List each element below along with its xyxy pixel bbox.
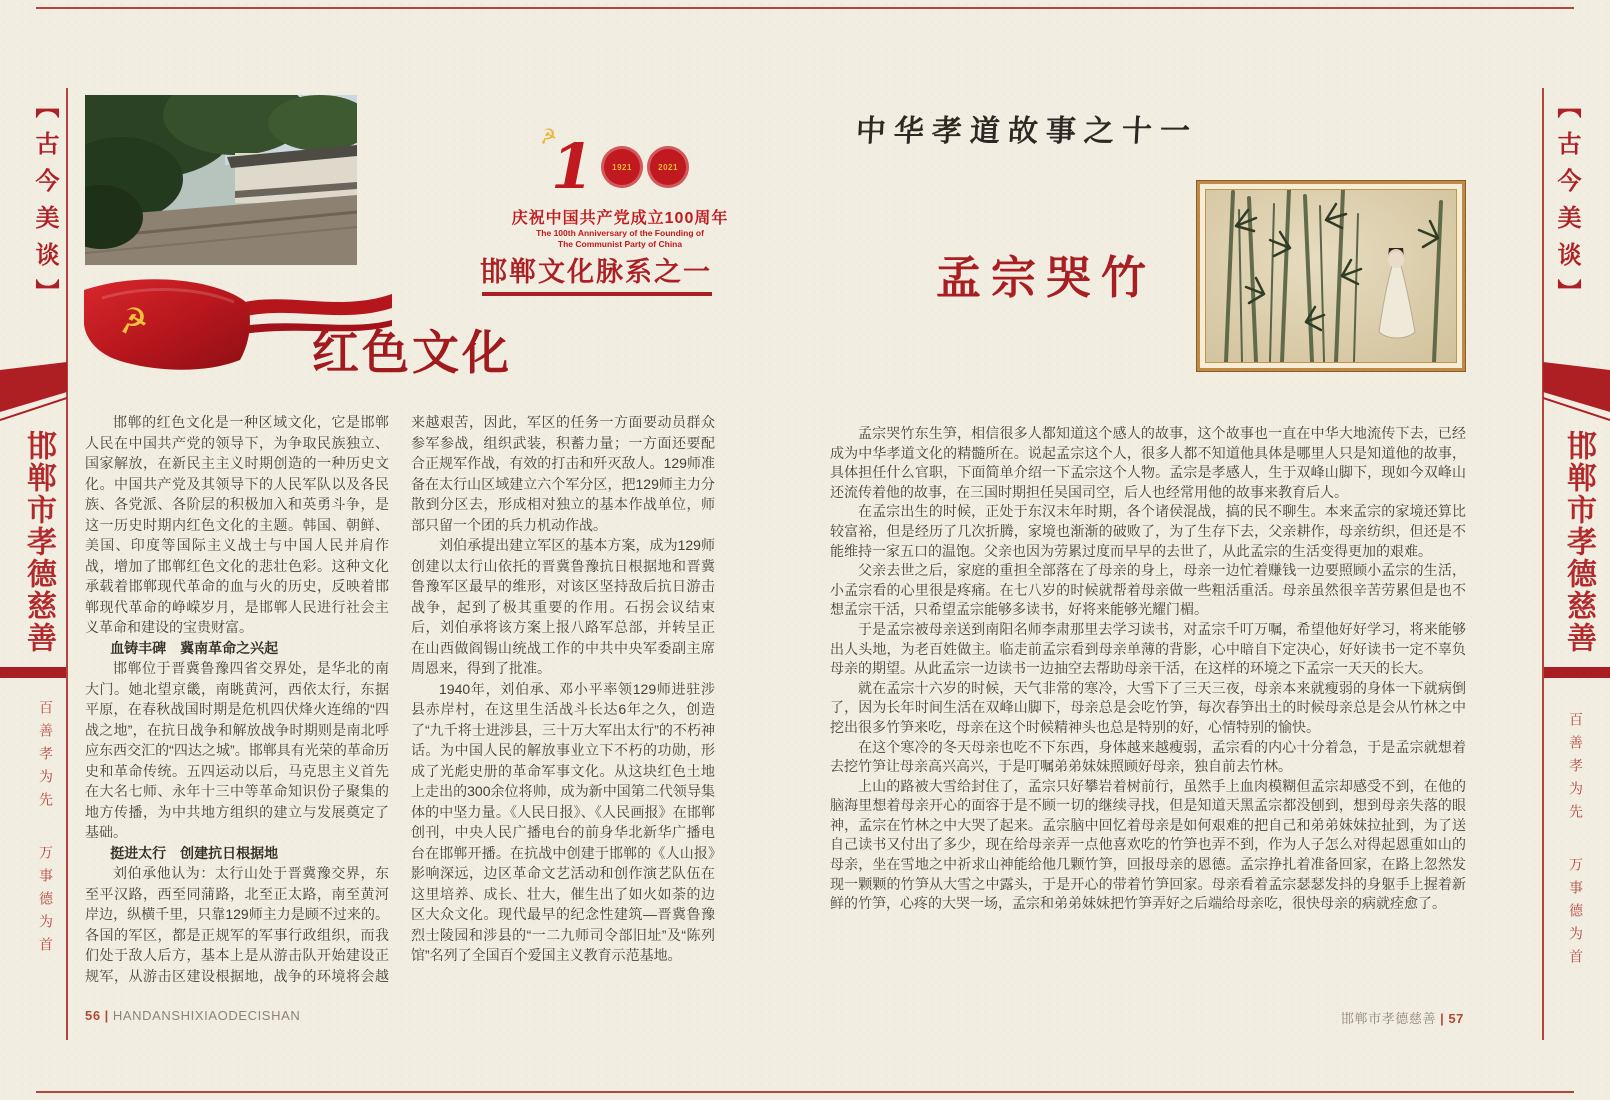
right-page-body [830, 424, 1466, 1016]
bamboo-painting [1197, 181, 1465, 371]
left-series-title: 邯郸文化脉系之一 [480, 257, 712, 288]
right-page-footer [1341, 1008, 1464, 1027]
footer-separator: | [1440, 1011, 1445, 1026]
right-motto-2: 万事德为首 [1568, 857, 1584, 972]
right-calligraphy-title: 邯郸市孝德慈善 [1561, 430, 1596, 654]
body-paragraph: 刘伯承他认为：太行山处于晋冀豫交界，东至平汉路，西至同蒲路，北至正太路，南至黄河岸边，纵横千里，只靠129师主力是顾不过来的。各国的军区，都是正规军的军事行政组织，而我们处于敌人后方，基本上是从游击队开始建设正规军，从游击区建设根据地，战争的环境将会越来越艰苦，因此，军区的任务一方面要动员群众参军参战，组织武装，积蓄力量；一方面还要配合正规军作战，有效的打击和歼灭敌人。129师准备在太行山区域建立六个军分区，把129师主力分散到分区去，形成相对独立的基本作战单位，师部只留一个团的兵力机动作战。 [85, 414, 715, 984]
logo-title-en-2: The Communist Party of China [557, 239, 683, 249]
left-calligraphy-title: 邯郸市孝德慈善 [21, 430, 56, 654]
left-series-underline [482, 292, 712, 296]
right-series-title: 中华孝道故事之十一 [854, 114, 1199, 149]
body-paragraph: 邯郸位于晋冀鲁豫四省交界处，是华北的南大门。她北望京畿，南眺黄河，西依太行，东据平原，在春秋战国时期是危机四伏烽火连绵的“四战之地”，在抗日战争和解放战争时期则是南北呼应东西交汇的“四达之城”。邯郸具有光荣的革命历史和革命传统。五四运动以后，马克思主义首先在大名七师、永年十三中等革命知识份子聚集的地方传播，为中共地方组织的建立与发展奠定了基础。 [85, 660, 389, 840]
body-paragraph: 邯郸的红色文化是一种区域文化，它是邯郸人民在中国共产党的领导下，为争取民族独立、国家解放，在新民主主义时期创造的一种历史文化。中国共产党及其领导下的人民军队以及各民族、各党派、各阶层的积极加入和英勇斗争，是这一历史时期内红色文化的主题。韩国、朝鲜、美国、印度等国际主义战士与中国人民并肩作战，增加了邯郸红色文化的悲壮色彩。这种文化承载着邯郸现代革命的血与火的历史，反映着邯郸现代革命的峥嵘岁月，是邯郸人民进行社会主义革命和建设的宝贵财富。 [85, 414, 389, 635]
right-margin-rule [1542, 88, 1544, 1040]
body-paragraph: 上山的路被大雪给封住了，孟宗只好攀岩着树前行，虽然手上血肉模糊但孟宗却感受不到，在他的脑海里想着母亲开心的面容于是不顾一切的继续寻找，但是知道天黑孟宗都没刨到，想到母亲失落的眼神，孟宗在竹林之中大哭了起来。孟宗脑中回忆着母亲是如何艰难的把自己和弟弟妹妹拉扯到，为了送自己读书又付出了多少，现在给母亲弄一点他喜欢吃的竹笋也弄不到，作为人子怎么对得起恩重如山的母亲，坐在雪地之中祈求山神能给他几颗竹笋，回报母亲的恩德。孟宗挣扎着准备回家，在路上忽然发现一颗颗的竹笋从大雪之中露头，于是开心的带着竹笋回家。母亲看着孟宗瑟瑟发抖的身躯手上握着新鲜的竹笋，心疼的大哭一场，孟宗和弟弟妹妹把竹笋弄好之后端给母亲吃，很快母亲的病就痊愈了。 [830, 777, 1466, 912]
right-footer-label: 邯郸市孝德慈善 [1340, 1011, 1437, 1026]
logo-title-en-1: The 100th Anniversary of the Founding of [536, 228, 704, 238]
revolution-site-photo [85, 95, 357, 265]
logo-zero-1921: 1921 [601, 146, 643, 188]
bottom-border-line [36, 1091, 1574, 1093]
body-paragraph: 1940年，刘伯承、邓小平率领129师进驻涉县赤岸村，在这里生活战斗长达6年之久，创造了“九千将士进涉县，三十万大军出太行”的不朽神话。为中国人民的解放事业立下不朽的功勋，形成了光彪史册的革命军事文化。从这块红色土地上走出的300余位将帅，成为新中国第二代领导集体的中坚力量。《人民日报》、《人民画报》在邯郸创刊，中央人民广播电台的前身华北新华广播电台在邯郸开播。在抗战中创建于邯郸的《人山报》影响深远，边区革命文艺活动和创作演艺队伍在这里培养、成长、壮大，催生出了如火如荼的边区大众文化。现代最早的纪念性建筑—晋冀鲁豫烈士陵园和涉县的“一二九师司令部旧址”及“陈列馆”名列了全国百个爱国主义教育示范基地。 [411, 680, 715, 963]
left-red-ribbon-band [0, 362, 67, 424]
right-page-title: 孟宗哭竹 [936, 251, 1157, 304]
logo-digit-1: 1 [550, 130, 595, 203]
left-page-body [85, 412, 715, 1010]
body-paragraph: 就在孟宗十六岁的时候，天气非常的寒冷，大雪下了三天三夜，母亲本来就瘦弱的身体一下就病倒了，因为长年时间生活在双峰山脚下，母亲总是会吃竹笋，每次春笋出土的时候母亲总是会从竹林之中挖出很多竹笋来吃，母亲在这个时候精神头也总是特别的好，心情特别的愉快。 [830, 679, 1466, 735]
right-motto-1: 百善孝为先 [1568, 712, 1584, 827]
body-paragraph: 孟宗哭竹东生笋，相信很多人都知道这个感人的故事，这个故事也一直在中华大地流传下去，已经成为中华孝道文化的精髓所在。说起孟宗这个人，很多人都不知道他具体是哪里人只是知道他的故事，具体担任什么官职，下面简单介绍一下孟宗这个人物。孟宗是孝感人，生于双峰山脚下，现如今双峰山还流传着他的故事，在三国时期担任吴国司空，后人也经常用他的故事来教育后人。 [830, 425, 1466, 500]
left-divider-bar [0, 667, 66, 678]
logo-100-mark [505, 124, 735, 203]
left-margin-rule [66, 88, 68, 1040]
anniversary-logo [505, 124, 735, 250]
body-paragraph: 于是孟宗被母亲送到南阳名师李肃那里去学习读书，对孟宗千叮万嘱，希望他好好学习，将来能够出人头地，为老百姓做主。临走前孟宗看到母亲单薄的背影，心中暗自下定决心，好好读书一定不辜负母亲的期望。从此孟宗一边读书一边抽空去帮助母亲干活，在这样的环境之下孟宗一天天的长大。 [830, 620, 1466, 677]
body-paragraph: 父亲去世之后，家庭的重担全部落在了母亲的身上，母亲一边忙着赚钱一边要照顾小孟宗的生活，小孟宗看的心里很是疼痛。在七八岁的时候就帮着母亲做一些粗活重活。母亲虽然很辛苦劳累但是也不想孟宗干活，只希望孟宗能够多读书，好将来能够光耀门楣。 [830, 562, 1466, 618]
flag-hammer-sickle-icon: ☭ [115, 300, 151, 343]
right-page-number: 57 [1448, 1011, 1464, 1026]
left-motto-2: 万事德为首 [38, 845, 54, 960]
left-page-number: 56 [85, 1008, 101, 1023]
footer-separator: | [104, 1008, 109, 1023]
left-motto-1: 百善孝为先 [38, 700, 54, 815]
right-red-ribbon-band [1543, 362, 1610, 424]
right-column-banner: 【古今美谈】 [1553, 94, 1582, 316]
body-paragraph: 在这个寒冷的冬天母亲也吃不下东西，身体越来越瘦弱，孟宗看的内心十分着急，于是孟宗就想着去挖竹笋让母亲高兴高兴，于是叮嘱弟弟妹妹照顾好母亲，独自前去竹林。 [830, 738, 1466, 775]
section-subheading: 挺进太行 创建抗日根据地 [110, 844, 279, 861]
body-paragraph: 刘伯承提出建立军区的基本方案，成为129师创建以太行山依托的晋冀鲁豫抗日根据地和晋冀鲁豫军区最早的维形，对该区坚持敌后抗日游击战争，起到了极其重要的作用。石拐会议结束后，刘伯承将该方案上报八路军总部，并转呈正在山西做阎锡山统战工作的中共中央军委副主席周恩来，得到了批准。 [411, 537, 715, 676]
left-page-footer [85, 1008, 300, 1023]
logo-title-cn: 庆祝中国共产党成立100周年 [511, 210, 729, 227]
hammer-sickle-icon: ☭ [537, 124, 560, 150]
body-paragraph: 在孟宗出生的时候，正处于东汉末年时期，各个诸侯混战，搞的民不聊生。本来孟宗的家境还算比较富裕，但是经历了几次折腾，家境也渐渐的破败了，为了生存下去，父亲耕作，母亲纺织，但还是不能维持一家五口的温饱。父亲也因为劳累过度而早早的去世了，从此孟宗的生活变得更加的艰难。 [830, 503, 1466, 559]
right-divider-bar [1544, 667, 1610, 678]
section-subheading: 血铸丰碑 冀南革命之兴起 [110, 639, 279, 656]
left-footer-label: HANDANSHIXIAODECISHAN [112, 1008, 301, 1023]
top-border-line [36, 7, 1574, 9]
logo-zero-2021: 2021 [647, 146, 689, 188]
left-column-banner: 【古今美谈】 [31, 94, 60, 316]
left-page-title: 红色文化 [312, 326, 512, 381]
